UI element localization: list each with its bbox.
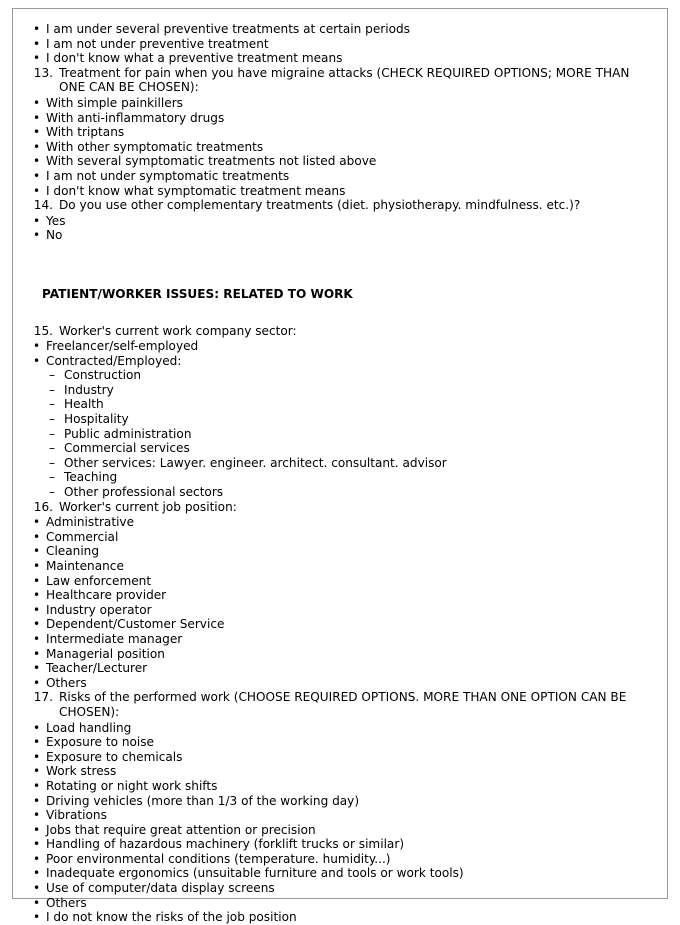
list-item — [46, 441, 656, 456]
bullet-icon: • — [33, 866, 41, 881]
list-item — [28, 154, 656, 169]
bullet-icon: • — [33, 735, 41, 750]
bullet-icon: • — [33, 228, 41, 243]
option-label: Handling of hazardous machinery (forklift trucks or similar) — [46, 837, 405, 852]
bullet-icon: • — [33, 617, 41, 632]
option-label: Teacher/Lecturer — [46, 661, 148, 676]
list-item — [28, 214, 656, 229]
sub-option-label: Teaching — [64, 470, 118, 485]
bullet-icon: • — [33, 183, 41, 198]
list-item — [28, 661, 656, 676]
list-item — [28, 559, 656, 574]
bullet-icon: • — [33, 646, 41, 661]
question-13-options — [28, 96, 656, 198]
list-item — [28, 574, 656, 589]
option-label: I am under several preventive treatments at certain periods — [46, 22, 410, 36]
bullet-icon: • — [33, 168, 41, 183]
list-item — [28, 22, 656, 37]
option-label: Healthcare provider — [46, 588, 167, 603]
sub-option-label: Industry — [64, 382, 114, 397]
question-14-options — [28, 214, 656, 243]
option-label: Others — [46, 675, 87, 690]
bullet-icon: • — [33, 778, 41, 793]
option-label: Law enforcement — [46, 573, 152, 588]
sub-option-label: Construction — [64, 368, 142, 383]
option-label: I don't know what symptomatic treatment means — [46, 183, 346, 198]
list-item — [28, 169, 656, 184]
bullet-icon: • — [33, 675, 41, 690]
question-number: 15. — [33, 323, 53, 338]
bullet-icon: • — [33, 808, 41, 823]
question-text: Do you use other complementary treatments (diet. physiotherapy. mindfulness. etc.)? — [59, 198, 581, 213]
bullet-icon: • — [33, 851, 41, 866]
dash-icon: – — [49, 426, 56, 441]
list-item — [28, 228, 656, 243]
dash-icon: – — [49, 441, 56, 456]
bullet-icon: • — [33, 125, 41, 140]
question-number: 14. — [33, 198, 53, 213]
list-item — [28, 647, 656, 662]
dash-icon: – — [49, 470, 56, 485]
dash-icon: – — [49, 485, 56, 500]
list-item — [28, 852, 656, 867]
list-item — [46, 485, 656, 500]
list-item — [28, 866, 656, 881]
option-label: Use of computer/data display screens — [46, 881, 275, 896]
option-label: Yes — [46, 213, 66, 228]
bullet-icon: • — [33, 837, 41, 852]
bullet-icon: • — [33, 573, 41, 588]
bullet-icon: • — [33, 139, 41, 154]
sub-option-label: Commercial services — [64, 441, 190, 456]
bullet-icon: • — [33, 895, 41, 910]
bullet-icon: • — [33, 544, 41, 559]
list-item — [28, 125, 656, 140]
option-label: Rotating or night work shifts — [46, 778, 218, 793]
list-item — [28, 823, 656, 838]
list-item — [46, 412, 656, 427]
bullet-icon: • — [33, 720, 41, 735]
question-17 — [28, 690, 656, 719]
bullet-icon: • — [33, 515, 41, 530]
list-item — [46, 456, 656, 471]
bullet-icon: • — [33, 881, 41, 896]
list-item — [28, 51, 656, 66]
dash-icon: – — [49, 397, 56, 412]
sub-option-list — [46, 368, 656, 499]
bullet-icon: • — [33, 822, 41, 837]
option-label: Vibrations — [46, 808, 107, 823]
option-label: Intermediate manager — [46, 631, 183, 646]
bullet-icon: • — [33, 559, 41, 573]
heading-spacer — [28, 302, 656, 324]
bullet-icon: • — [33, 22, 41, 36]
option-label: With simple painkillers — [46, 95, 183, 110]
question-number: 17. — [33, 690, 53, 705]
question-16 — [28, 500, 656, 515]
dash-icon: – — [49, 455, 56, 470]
bullet-icon: • — [33, 764, 41, 779]
list-item — [46, 427, 656, 442]
list-item — [28, 339, 656, 354]
option-label: With other symptomatic treatments — [46, 139, 264, 154]
list-item — [46, 383, 656, 398]
question-15-options — [28, 339, 656, 500]
option-label: Freelancer/self-employed — [46, 339, 199, 354]
bullet-icon: • — [33, 749, 41, 764]
option-label: With triptans — [46, 125, 125, 140]
bullet-icon: • — [33, 36, 41, 51]
list-item — [28, 676, 656, 691]
question-number: 16. — [33, 499, 53, 514]
bullet-icon: • — [33, 95, 41, 110]
dash-icon: – — [49, 368, 56, 383]
list-item — [28, 530, 656, 545]
option-label: Administrative — [46, 515, 135, 530]
option-label: With several symptomatic treatments not listed above — [46, 154, 377, 169]
question-14 — [28, 198, 656, 213]
option-label: Commercial — [46, 529, 119, 544]
list-item — [28, 808, 656, 823]
bullet-icon: • — [33, 353, 41, 368]
option-label: Work stress — [46, 764, 117, 779]
bullet-icon: • — [33, 661, 41, 676]
option-label: Others — [46, 895, 87, 910]
list-item — [28, 617, 656, 632]
option-label: Maintenance — [46, 559, 124, 573]
bullet-icon: • — [33, 110, 41, 125]
list-item — [28, 910, 656, 925]
sub-option-label: Other professional sectors — [64, 485, 224, 500]
option-label: Contracted/Employed: — [46, 353, 182, 368]
option-label: Jobs that require great attention or precision — [46, 822, 316, 837]
section-heading: PATIENT/WORKER ISSUES: RELATED TO WORK — [42, 286, 353, 301]
sub-option-label: Public administration — [64, 426, 192, 441]
list-item — [28, 750, 656, 765]
list-item — [28, 111, 656, 126]
bullet-icon: • — [33, 339, 41, 354]
option-label: I am not under preventive treatment — [46, 36, 269, 51]
option-label: I do not know the risks of the job position — [46, 910, 297, 925]
list-item — [28, 779, 656, 794]
bullet-icon: • — [33, 793, 41, 808]
question-number: 13. — [33, 65, 53, 80]
section-spacer — [28, 243, 656, 287]
bullet-icon: • — [33, 631, 41, 646]
list-item — [46, 397, 656, 412]
list-item — [28, 837, 656, 852]
list-item — [28, 764, 656, 779]
list-item — [28, 735, 656, 750]
sub-option-label: Other services: Lawyer. engineer. architect. consultant. advisor — [64, 455, 447, 470]
bullet-icon: • — [33, 529, 41, 544]
list-item — [28, 896, 656, 911]
question-text: Risks of the performed work (CHOOSE REQUIRED OPTIONS. MORE THAN ONE OPTION CAN BE CHOSEN): — [59, 690, 627, 719]
sub-option-label: Health — [64, 397, 104, 412]
option-label: Industry operator — [46, 602, 152, 617]
option-label: Driving vehicles (more than 1/3 of the working day) — [46, 793, 360, 808]
list-item — [28, 632, 656, 647]
question-17-options — [28, 721, 656, 925]
dash-icon: – — [49, 412, 56, 427]
question-text: Worker's current work company sector: — [59, 323, 297, 338]
page-content — [28, 22, 656, 925]
list-item — [28, 37, 656, 52]
list-item — [28, 544, 656, 559]
option-label: No — [46, 228, 63, 243]
bullet-icon: • — [33, 588, 41, 603]
list-item — [28, 794, 656, 809]
list-item — [28, 96, 656, 111]
option-label: Dependent/Customer Service — [46, 617, 225, 632]
list-item — [28, 140, 656, 155]
question-text: Treatment for pain when you have migraine attacks (CHECK REQUIRED OPTIONS; MORE THAN ONE CAN BE CHOSEN): — [59, 65, 630, 95]
list-item — [28, 354, 656, 500]
list-item — [46, 470, 656, 485]
list-item — [28, 515, 656, 530]
list-item — [28, 721, 656, 736]
list-item — [46, 368, 656, 383]
bullet-icon: • — [33, 910, 41, 925]
option-label: Poor environmental conditions (temperature. humidity...) — [46, 851, 391, 866]
option-label: Cleaning — [46, 544, 100, 559]
question-16-options — [28, 515, 656, 690]
option-label: Exposure to chemicals — [46, 749, 183, 764]
option-label: Inadequate ergonomics (unsuitable furniture and tools or work tools) — [46, 866, 464, 881]
option-label: Managerial position — [46, 646, 165, 661]
list-item — [28, 588, 656, 603]
bullet-icon: • — [33, 213, 41, 228]
list-item — [28, 603, 656, 618]
question-text: Worker's current job position: — [59, 499, 237, 514]
question-13 — [28, 66, 656, 95]
option-label: I don't know what a preventive treatment means — [46, 51, 343, 66]
bullet-icon: • — [33, 51, 41, 66]
dash-icon: – — [49, 382, 56, 397]
bullet-icon: • — [33, 154, 41, 169]
option-label: I am not under symptomatic treatments — [46, 168, 290, 183]
option-label: With anti-inflammatory drugs — [46, 110, 225, 125]
option-label: Load handling — [46, 720, 132, 735]
question-15 — [28, 324, 656, 339]
continuation-option-list — [28, 22, 656, 66]
list-item — [28, 881, 656, 896]
bullet-icon: • — [33, 602, 41, 617]
sub-option-label: Hospitality — [64, 412, 129, 427]
option-label: Exposure to noise — [46, 735, 154, 750]
list-item — [28, 184, 656, 199]
